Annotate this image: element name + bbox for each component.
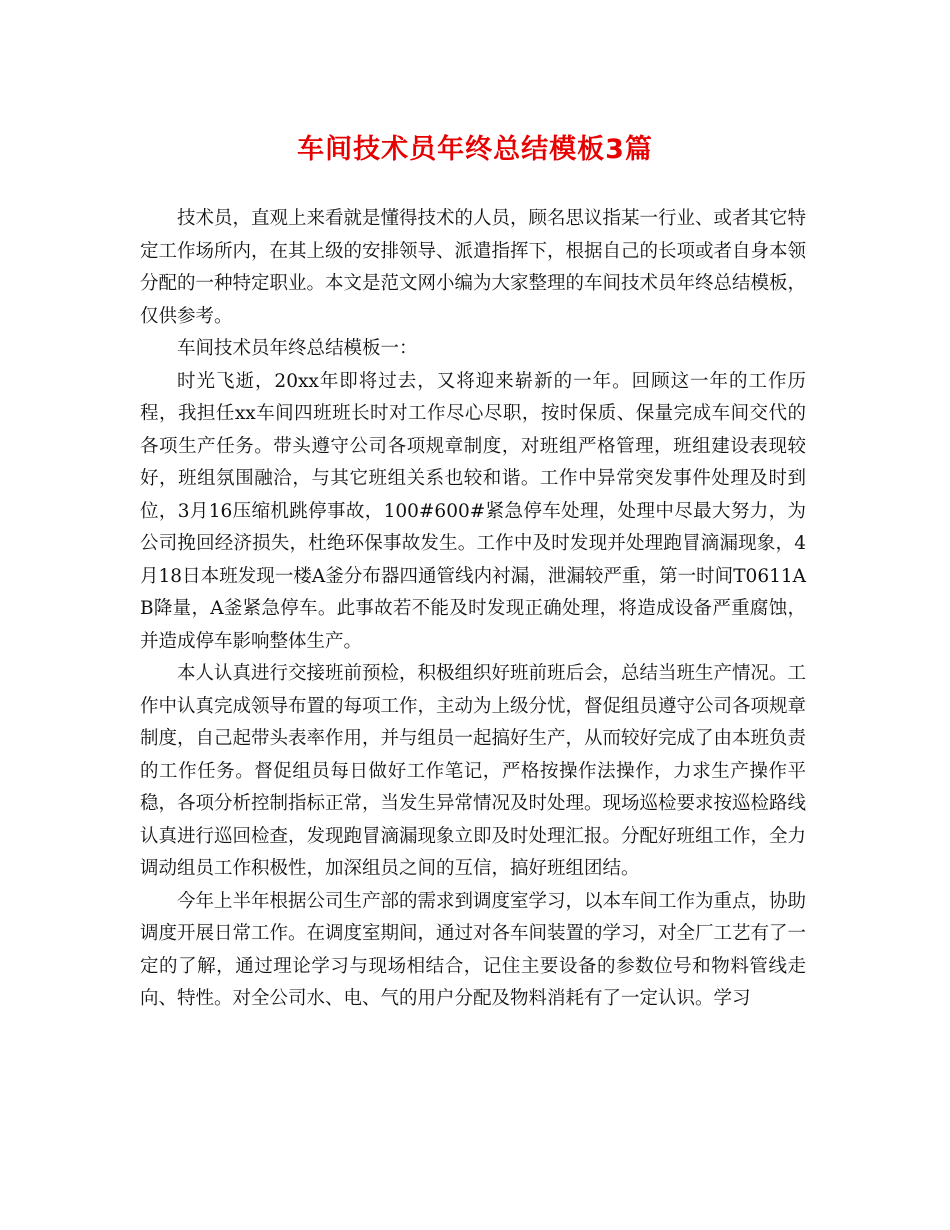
paragraph-intro: 技术员，直观上来看就是懂得技术的人员，顾名思议指某一行业、或者其它特定工作场所内，在其上级的安排领导、派遣指挥下，根据自己的长项或者自身本领分配的一种特定职业。本文是范文网小编为大家整理的车间技术员年终总结模板，仅供参考。 [140, 208, 807, 327]
paragraph-review: 时光飞逝，20xx年即将过去，又将迎来崭新的一年。回顾这一年的工作历程，我担任xx车间四班班长时对工作尽心尽职，按时保质、保量完成车间交代的各项生产任务。带头遵守公司各项规章制度，对班组严格管理，班组建设表现较好，班组氛围融洽，与其它班组关系也较和谐。工作中异常突发事件处理及时到位，3月16压缩机跳停事故，100#600#紧急停车处理，处理中尽最大努力，为公司挽回经济损失，杜绝环保事故发生。工作中及时发现并处理跑冒滴漏现象，4月18日本班发现一楼A釜分布器四通管线内衬漏，泄漏较严重，第一时间T0611AB降量，A釜紧急停车。此事故若不能及时发现正确处理，将造成设备严重腐蚀，并造成停车影响整体生产。 [140, 370, 806, 652]
document-title: 车间技术员年终总结模板3篇 [297, 134, 653, 165]
paragraph-dispatch-study: 今年上半年根据公司生产部的需求到调度室学习，以本车间工作为重点，协助调度开展日常工作。在调度室期间，通过对各车间装置的学习，对全厂工艺有了一定的了解，通过理论学习与现场相结合，记住主要设备的参数位号和物料管线走向、特性。对全公司水、电、气的用户分配及物料消耗有了一定认识。学习 [140, 890, 807, 1009]
document-body [140, 203, 806, 1016]
paragraph-shift-work: 本人认真进行交接班前预检，积极组织好班前班后会，总结当班生产情况。工作中认真完成领导布置的每项工作，主动为上级分忧，督促组员遵守公司各项规章制度，自己起带头表率作用，并与组员一起搞好生产，从而较好完成了由本班负责的工作任务。督促组员每日做好工作笔记，严格按操作法操作，力求生产操作平稳，各项分析控制指标正常，当发生异常情况及时处理。现场巡检要求按巡检路线认真进行巡回检查，发现跑冒滴漏现象立即及时处理汇报。分配好班组工作，全力调动组员工作积极性，加深组员之间的互信，搞好班组团结。 [140, 663, 807, 879]
paragraph-section-heading: 车间技术员年终总结模板一： [177, 338, 418, 359]
